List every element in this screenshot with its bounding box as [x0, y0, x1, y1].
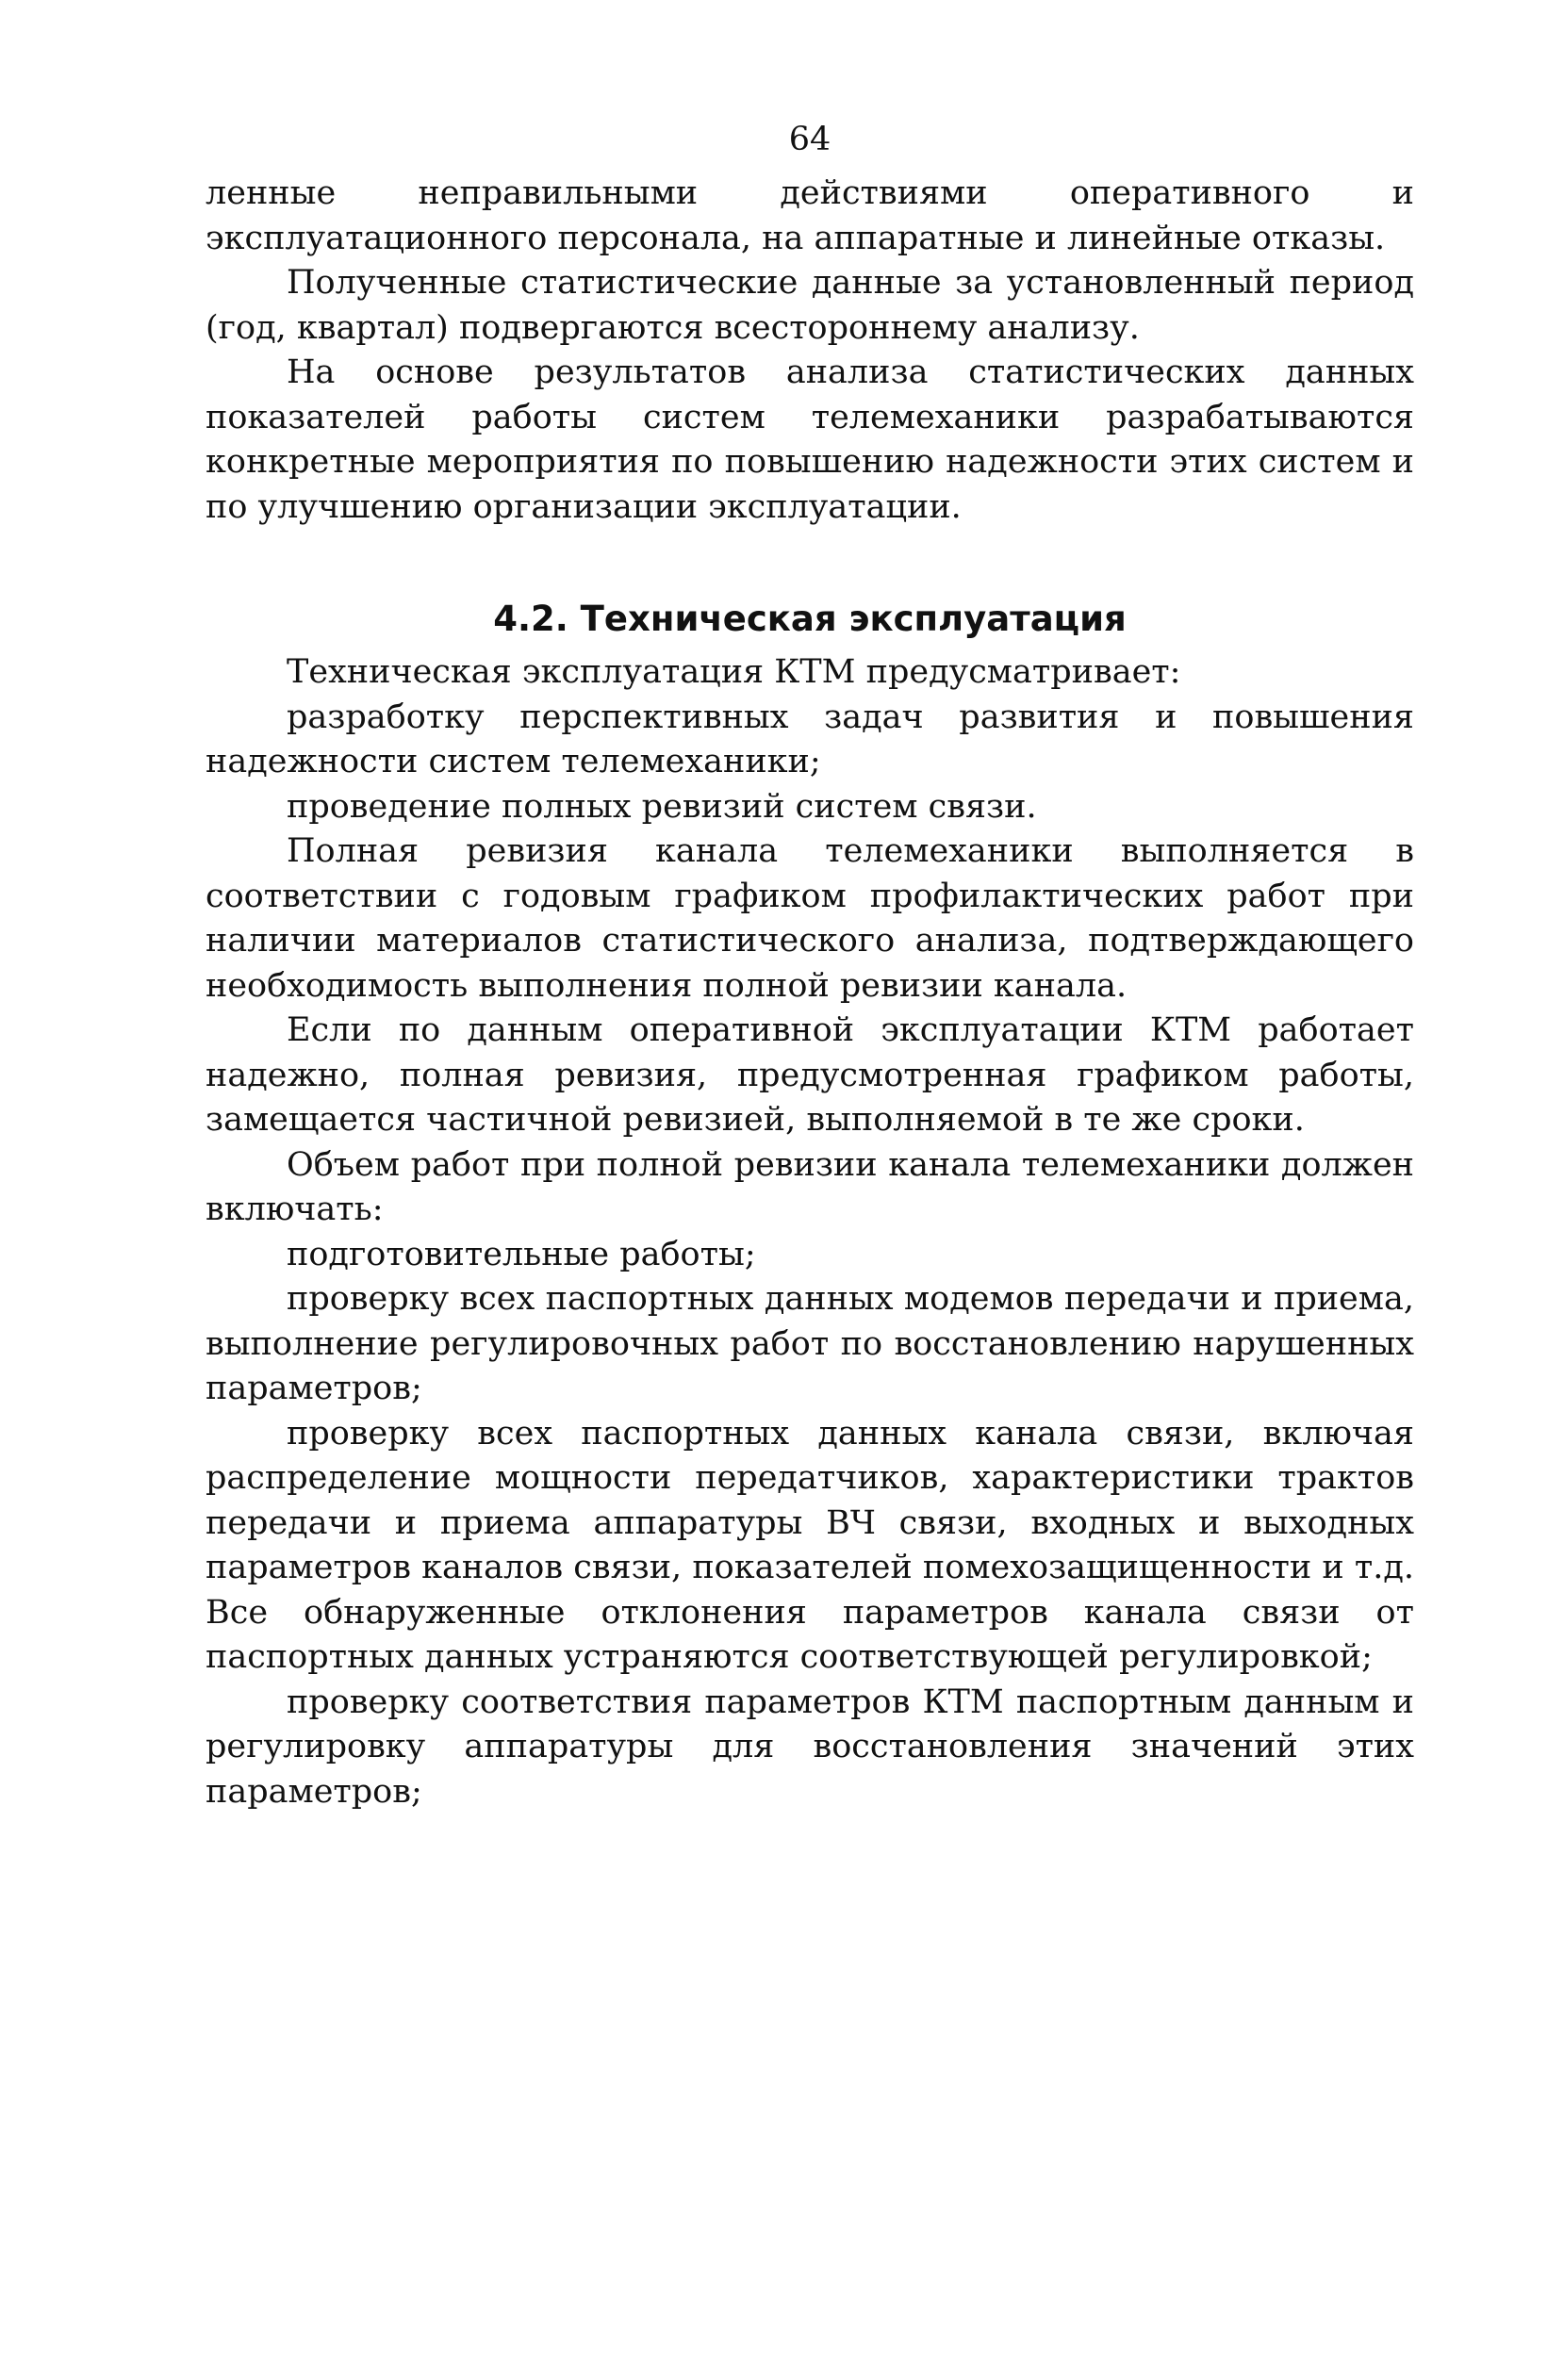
section-heading: 4.2. Техническая эксплуатация	[493, 599, 1127, 639]
paragraph: подготовительные работы;	[287, 1235, 756, 1273]
paragraph: Полученные статистические данные за установленный период (год, квартал) подвергаются всестороннему анализу.	[206, 264, 1414, 347]
paragraph: Если по данным оперативной эксплуатации КТМ работает надежно, полная ревизия, предусмотренная графиком работы, замещается частичной ревизией, выполняемой в те же сроки.	[206, 1011, 1414, 1139]
paragraph: На основе результатов анализа статистических данных показателей работы систем телемеханики разрабатываются конкретные мероприятия по повышению надежности этих систем и по улучшению организации эксплуатации.	[206, 353, 1414, 526]
paragraph: ленные неправильными действиями оперативного и эксплуатационного персонала, на аппаратные и линейные отказы.	[206, 174, 1414, 257]
paragraph: проведение полных ревизий систем связи.	[287, 787, 1037, 826]
paragraph: проверку всех паспортных данных канала связи, включая распределение мощности передатчиков, характеристики трактов передачи и приема аппаратуры ВЧ связи, входных и выходных параметров каналов связи, показателей помехозащищенности и т.д. Все обнаруженные отклонения параметров канала связи от паспортных данных устраняются соответствующей регулировкой;	[206, 1414, 1414, 1676]
paragraph: разработку перспективных задач развития и повышения надежности систем телемеханики;	[206, 698, 1414, 780]
paragraph: Объем работ при полной ревизии канала телемеханики должен включать:	[206, 1145, 1414, 1228]
paragraph: Техническая эксплуатация КТМ предусматривает:	[287, 653, 1181, 691]
paragraph: проверку соответствия параметров КТМ паспортным данным и регулировку аппаратуры для восстановления значений этих параметров;	[206, 1682, 1414, 1811]
paragraph: Полная ревизия канала телемеханики выполняется в соответствии с годовым графиком профилактических работ при наличии материалов статистического анализа, подтверждающего необходимость выполнения полной ревизии канала.	[206, 832, 1414, 1005]
document-page	[206, 121, 1414, 1814]
page-number: 64	[788, 121, 831, 158]
paragraph: проверку всех паспортных данных модемов передачи и приема, выполнение регулировочных работ по восстановлению нарушенных параметров;	[206, 1280, 1414, 1407]
